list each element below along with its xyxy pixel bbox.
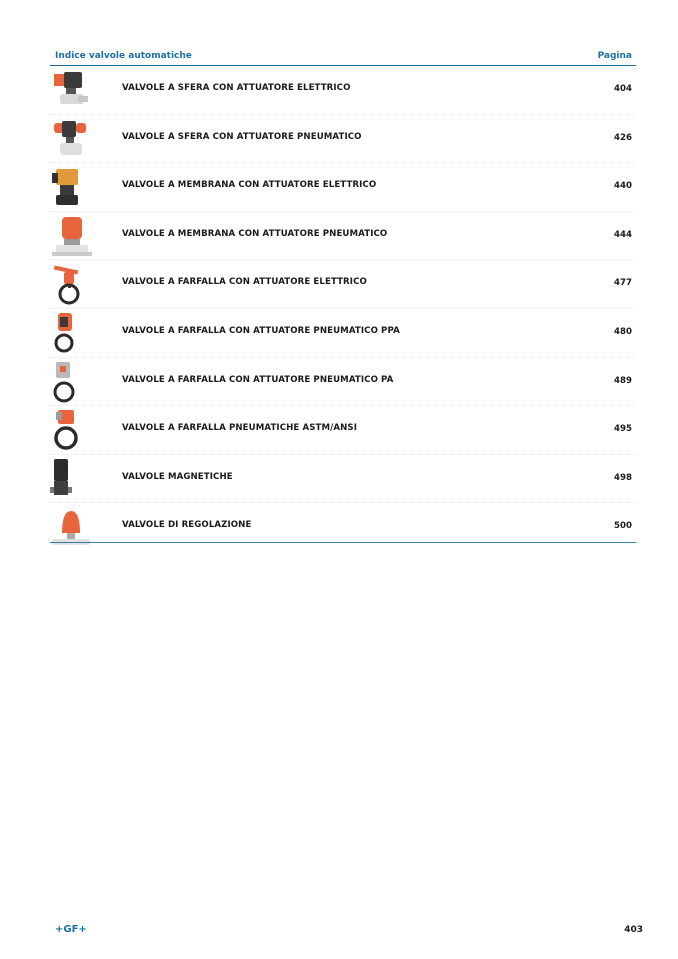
butterfly-valve-pneumatic-ppa-icon bbox=[50, 311, 92, 355]
row-label: VALVOLE A FARFALLA PNEUMATICHE ASTM/ANSI bbox=[122, 423, 357, 434]
diaphragm-valve-electric-icon bbox=[50, 165, 92, 209]
diaphragm-valve-pneumatic-icon bbox=[50, 214, 92, 258]
butterfly-valve-pneumatic-pa-icon bbox=[50, 360, 92, 404]
row-label: VALVOLE A FARFALLA CON ATTUATORE PNEUMATICO PA bbox=[122, 374, 394, 385]
row-page-number: 480 bbox=[614, 326, 632, 337]
index-bottom-rule bbox=[50, 542, 636, 543]
row-label: VALVOLE A MEMBRANA CON ATTUATORE PNEUMATICO bbox=[122, 228, 388, 239]
solenoid-valve-icon bbox=[50, 457, 92, 501]
row-label: VALVOLE DI REGOLAZIONE bbox=[122, 520, 252, 531]
page-column-heading: Pagina bbox=[597, 51, 632, 61]
row-page-number: 404 bbox=[614, 84, 632, 94]
ball-valve-pneumatic-icon bbox=[50, 117, 92, 161]
row-page-number: 426 bbox=[614, 132, 632, 143]
butterfly-valve-astm-ansi-icon bbox=[50, 408, 92, 452]
valve-index-list bbox=[50, 66, 636, 551]
ball-valve-electric-icon bbox=[50, 68, 92, 112]
index-row[interactable] bbox=[50, 260, 636, 309]
gf-logo: +GF+ bbox=[55, 924, 87, 935]
index-row[interactable] bbox=[50, 309, 636, 358]
page-number: 403 bbox=[624, 925, 643, 935]
row-page-number: 495 bbox=[614, 424, 632, 435]
row-label: VALVOLE MAGNETICHE bbox=[122, 471, 233, 482]
index-row[interactable] bbox=[50, 212, 636, 261]
butterfly-valve-electric-icon bbox=[50, 262, 92, 306]
row-page-number: 477 bbox=[614, 278, 632, 289]
index-row[interactable] bbox=[50, 503, 636, 551]
index-row[interactable] bbox=[50, 455, 636, 504]
row-label: VALVOLE A FARFALLA CON ATTUATORE ELETTRICO bbox=[122, 277, 367, 288]
index-row[interactable] bbox=[50, 66, 636, 115]
index-row[interactable] bbox=[50, 163, 636, 212]
index-row[interactable] bbox=[50, 358, 636, 407]
index-header bbox=[50, 50, 636, 66]
row-page-number: 440 bbox=[614, 181, 632, 192]
row-label: VALVOLE A SFERA CON ATTUATORE ELETTRICO bbox=[122, 83, 351, 93]
row-page-number: 498 bbox=[614, 472, 632, 483]
index-row[interactable] bbox=[50, 115, 636, 164]
row-label: VALVOLE A SFERA CON ATTUATORE PNEUMATICO bbox=[122, 131, 362, 142]
row-page-number: 444 bbox=[614, 229, 632, 240]
row-label: VALVOLE A MEMBRANA CON ATTUATORE ELETTRICO bbox=[122, 180, 377, 191]
row-page-number: 489 bbox=[614, 375, 632, 386]
row-label: VALVOLE A FARFALLA CON ATTUATORE PNEUMATICO PPA bbox=[122, 325, 400, 336]
index-row[interactable] bbox=[50, 406, 636, 455]
index-title: Indice valvole automatiche bbox=[55, 51, 192, 61]
row-page-number: 500 bbox=[614, 521, 632, 532]
